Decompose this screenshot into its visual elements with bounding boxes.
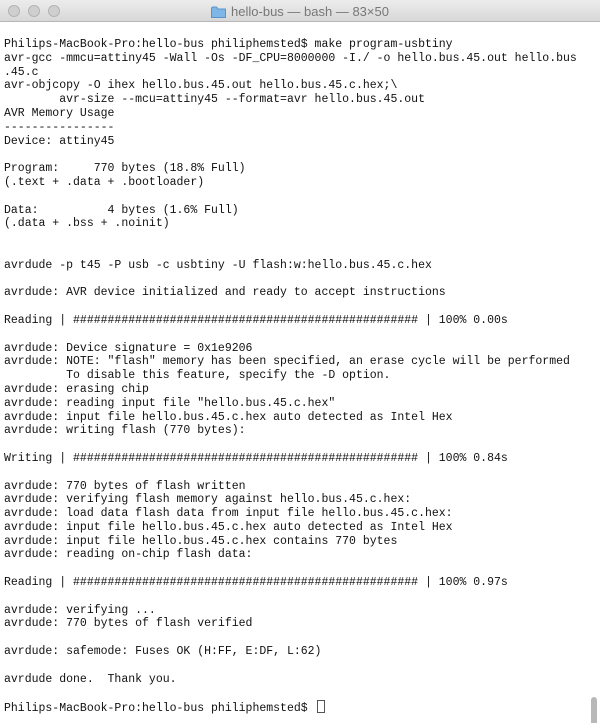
terminal-line: avrdude -p t45 -P usb -c usbtiny -U flash:w:hello.bus.45.c.hex <box>4 258 432 272</box>
title-bar[interactable] <box>0 0 600 22</box>
terminal-line: Device: attiny45 <box>4 134 115 148</box>
scrollbar[interactable] <box>588 22 600 723</box>
terminal-line: Philips-MacBook-Pro:hello-bus philiphemsted$ make program-usbtiny <box>4 38 453 51</box>
terminal-line: avrdude: writing flash (770 bytes): <box>4 424 246 438</box>
terminal-line: avr-size --mcu=attiny45 --format=avr hello.bus.45.out <box>4 93 425 107</box>
terminal-line: avrdude: 770 bytes of flash verified <box>4 617 253 631</box>
terminal-line: avrdude: verifying ... <box>4 603 156 617</box>
terminal-line <box>4 190 584 204</box>
terminal-line: To disable this feature, specify the -D option. <box>4 369 391 383</box>
terminal-line: avrdude: Device signature = 0x1e9206 <box>4 341 253 355</box>
terminal-line <box>4 148 584 162</box>
terminal-line: avr-objcopy -O ihex hello.bus.45.out hello.bus.45.c.hex;\ <box>4 79 398 93</box>
terminal-line <box>4 231 584 245</box>
terminal-line <box>4 686 584 700</box>
window-title: hello-bus — bash — 83×50 <box>231 3 389 19</box>
terminal-line <box>4 438 584 452</box>
terminal-line <box>4 590 584 604</box>
terminal-line <box>4 659 584 673</box>
terminal-line: ---------------- <box>4 120 115 134</box>
terminal-line: avrdude: reading on-chip flash data: <box>4 548 253 562</box>
terminal-line: Writing | ################################################## | 100% 0.84s <box>4 451 508 465</box>
terminal-line: Reading | ################################################## | 100% 0.00s <box>4 313 508 327</box>
terminal-line: AVR Memory Usage <box>4 106 115 120</box>
terminal-line: avrdude: erasing chip <box>4 382 149 396</box>
terminal-line <box>4 466 584 480</box>
terminal-line: Data: 4 bytes (1.6% Full) <box>4 203 239 217</box>
terminal-line <box>4 273 584 287</box>
terminal-line: avrdude: AVR device initialized and ready to accept instructions <box>4 286 446 300</box>
terminal-line: avrdude: input file hello.bus.45.c.hex contains 770 bytes <box>4 534 398 548</box>
scrollbar-thumb[interactable] <box>591 697 597 723</box>
terminal-line <box>4 562 584 576</box>
terminal-line: avrdude: safemode: Fuses OK (H:FF, E:DF, L:62) <box>4 645 322 659</box>
terminal-line: (.data + .bss + .noinit) <box>4 217 170 231</box>
terminal-line: Reading | ################################################## | 100% 0.97s <box>4 576 508 590</box>
terminal-line: avr-gcc -mmcu=attiny45 -Wall -Os -DF_CPU=8000000 -I./ -o hello.bus.45.out hello.bus <box>4 51 577 65</box>
terminal-output[interactable] <box>4 38 584 718</box>
terminal-line: avrdude: NOTE: "flash" memory has been specified, an erase cycle will be performed <box>4 355 570 369</box>
terminal-line: (.text + .data + .bootloader) <box>4 175 205 189</box>
terminal-line: avrdude done. Thank you. <box>4 672 177 686</box>
terminal-line: avrdude: load data flash data from input file hello.bus.45.c.hex: <box>4 507 453 521</box>
terminal-line: avrdude: verifying flash memory against hello.bus.45.c.hex: <box>4 493 412 507</box>
folder-icon <box>211 5 226 17</box>
terminal-line: Program: 770 bytes (18.8% Full) <box>4 162 246 176</box>
terminal-line: avrdude: reading input file "hello.bus.45.c.hex" <box>4 396 336 410</box>
text-cursor <box>317 700 325 713</box>
terminal-line: avrdude: input file hello.bus.45.c.hex auto detected as Intel Hex <box>4 520 453 534</box>
terminal-line <box>4 328 584 342</box>
terminal-line: avrdude: input file hello.bus.45.c.hex auto detected as Intel Hex <box>4 410 453 424</box>
prompt-line[interactable] <box>4 700 584 714</box>
shell-prompt: Philips-MacBook-Pro:hello-bus philiphemsted$ <box>4 702 315 716</box>
terminal-line <box>4 300 584 314</box>
window-title-area <box>0 0 600 22</box>
terminal-line <box>4 245 584 259</box>
terminal-line <box>4 631 584 645</box>
terminal-line: .45.c <box>4 65 39 79</box>
terminal-line: avrdude: 770 bytes of flash written <box>4 479 246 493</box>
